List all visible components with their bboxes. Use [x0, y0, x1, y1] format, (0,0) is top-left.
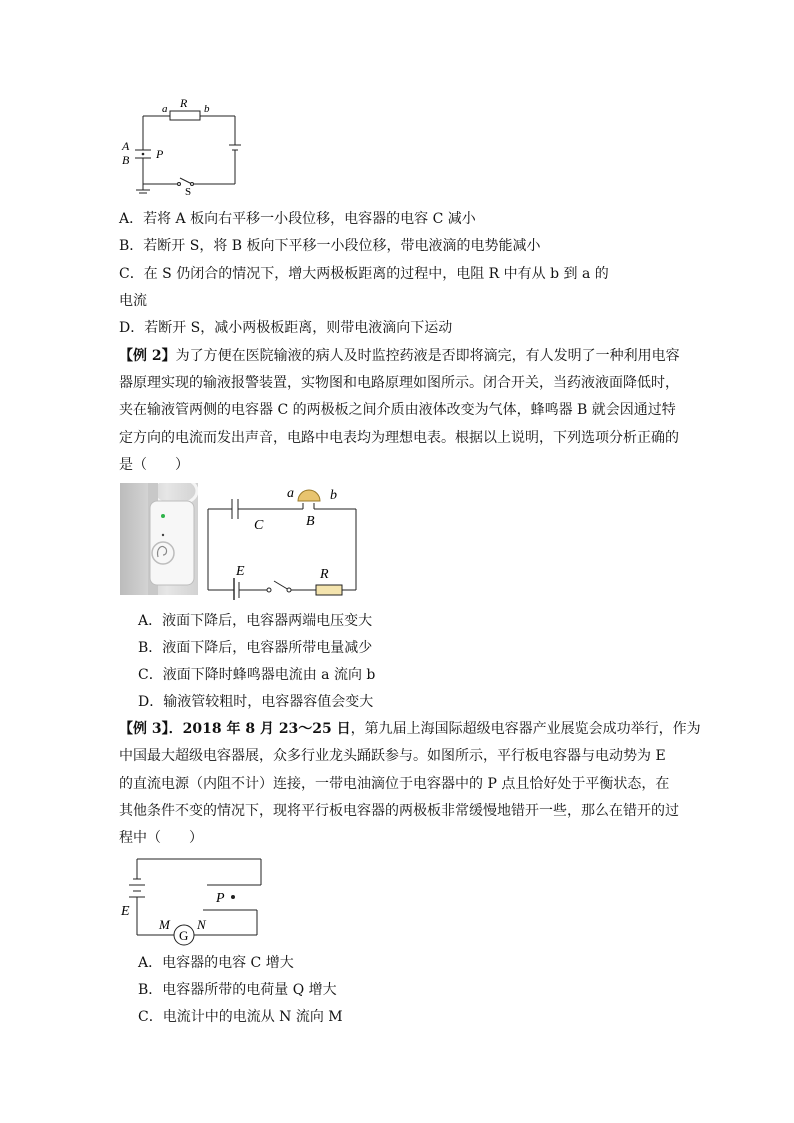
example2-line4: 定方向的电流而发出声音，电路中电表均为理想电表。根据以上说明，下列选项分析正确的 — [119, 430, 679, 446]
fig2-label-b: b — [330, 488, 337, 503]
example3-line1: 【例 3】．2018 年 8 月 23～25 日，第九届上海国际超级电容器产业展览会成功举行，作为 — [119, 721, 701, 737]
fig1-label-a: a — [162, 103, 168, 115]
example3-line4: 其他条件不变的情况下，现将平行板电容器的两极板非常缓慢地错开一些，那么在错开的过 — [119, 803, 679, 819]
example2-option-a: A．液面下降后，电容器两端电压变大 — [138, 613, 373, 629]
q1-option-c-cont: 电流 — [119, 293, 147, 309]
fig2-label-E: E — [236, 564, 245, 579]
figure1-circuit — [110, 92, 250, 202]
fig2-label-R: R — [320, 567, 329, 582]
fig2-label-a: a — [287, 486, 294, 501]
example2-line5: 是（ ） — [119, 457, 189, 473]
example2-option-b: B．液面下降后，电容器所带电量减少 — [138, 640, 373, 656]
example3-option-b: B．电容器所带的电荷量 Q 增大 — [138, 982, 337, 998]
fig1-label-P: P — [156, 147, 164, 161]
example2-label: 【例 2】 — [119, 348, 176, 364]
q1-option-d: D．若断开 S，减小两极板距离，则带电液滴向下运动 — [119, 320, 453, 336]
q1-option-a: A．若将 A 板向右平移一小段位移，电容器的电容 C 减小 — [119, 211, 476, 227]
example3-option-c: C．电流计中的电流从 N 流向 M — [138, 1009, 343, 1025]
device-photo — [120, 483, 198, 595]
example3-label: 【例 3】．2018 年 8 月 23～25 日 — [119, 721, 351, 737]
fig1-label-B: B — [122, 153, 130, 167]
figure3-circuit — [115, 853, 270, 948]
fig3-label-E: E — [121, 904, 130, 919]
q1-option-b: B．若断开 S，将 B 板向下平移一小段位移，带电液滴的电势能减小 — [119, 238, 541, 254]
fig1-label-R: R — [180, 96, 188, 110]
example3-option-a: A．电容器的电容 C 增大 — [138, 955, 294, 971]
fig2-label-B: B — [306, 514, 315, 529]
fig3-galvanometer-G: G — [179, 928, 189, 943]
fig3-label-P: P — [216, 891, 225, 906]
example3-line2: 中国最大超级电容器展，众多行业龙头踊跃参与。如图所示，平行板电容器与电动势为 E — [119, 748, 666, 764]
fig1-label-S: S — [185, 186, 192, 198]
example2-line2: 器原理实现的输液报警装置，实物图和电路原理如图所示。闭合开关，当药液液面降低时， — [119, 375, 679, 391]
q1-option-c: C．在 S 仍闭合的情况下，增大两极板距离的过程中，电阻 R 中有从 b 到 a 的 — [119, 266, 609, 282]
fig1-label-b: b — [204, 103, 210, 115]
figure2-circuit — [202, 484, 364, 600]
example2-option-c: C．液面下降时蜂鸣器电流由 a 流向 b — [138, 667, 376, 683]
example2-line1: 【例 2】为了方便在医院输液的病人及时监控药液是否即将滴完，有人发明了一种利用电容 — [119, 348, 680, 364]
example2-option-d: D．输液管较粗时，电容器容值会变大 — [138, 694, 374, 710]
fig3-label-M: M — [159, 917, 170, 932]
example3-line5: 程中（ ） — [119, 830, 203, 846]
fig2-label-C: C — [254, 518, 264, 533]
example3-line3: 的直流电源（内阻不计）连接，一带电油滴位于电容器中的 P 点且恰好处于平衡状态，在 — [119, 776, 670, 792]
example2-line3: 夹在输液管两侧的电容器 C 的两极板之间介质由液体改变为气体，蜂鸣器 B 就会因通过特 — [119, 402, 676, 418]
fig3-label-N: N — [197, 917, 206, 932]
fig1-label-A: A — [122, 139, 130, 153]
